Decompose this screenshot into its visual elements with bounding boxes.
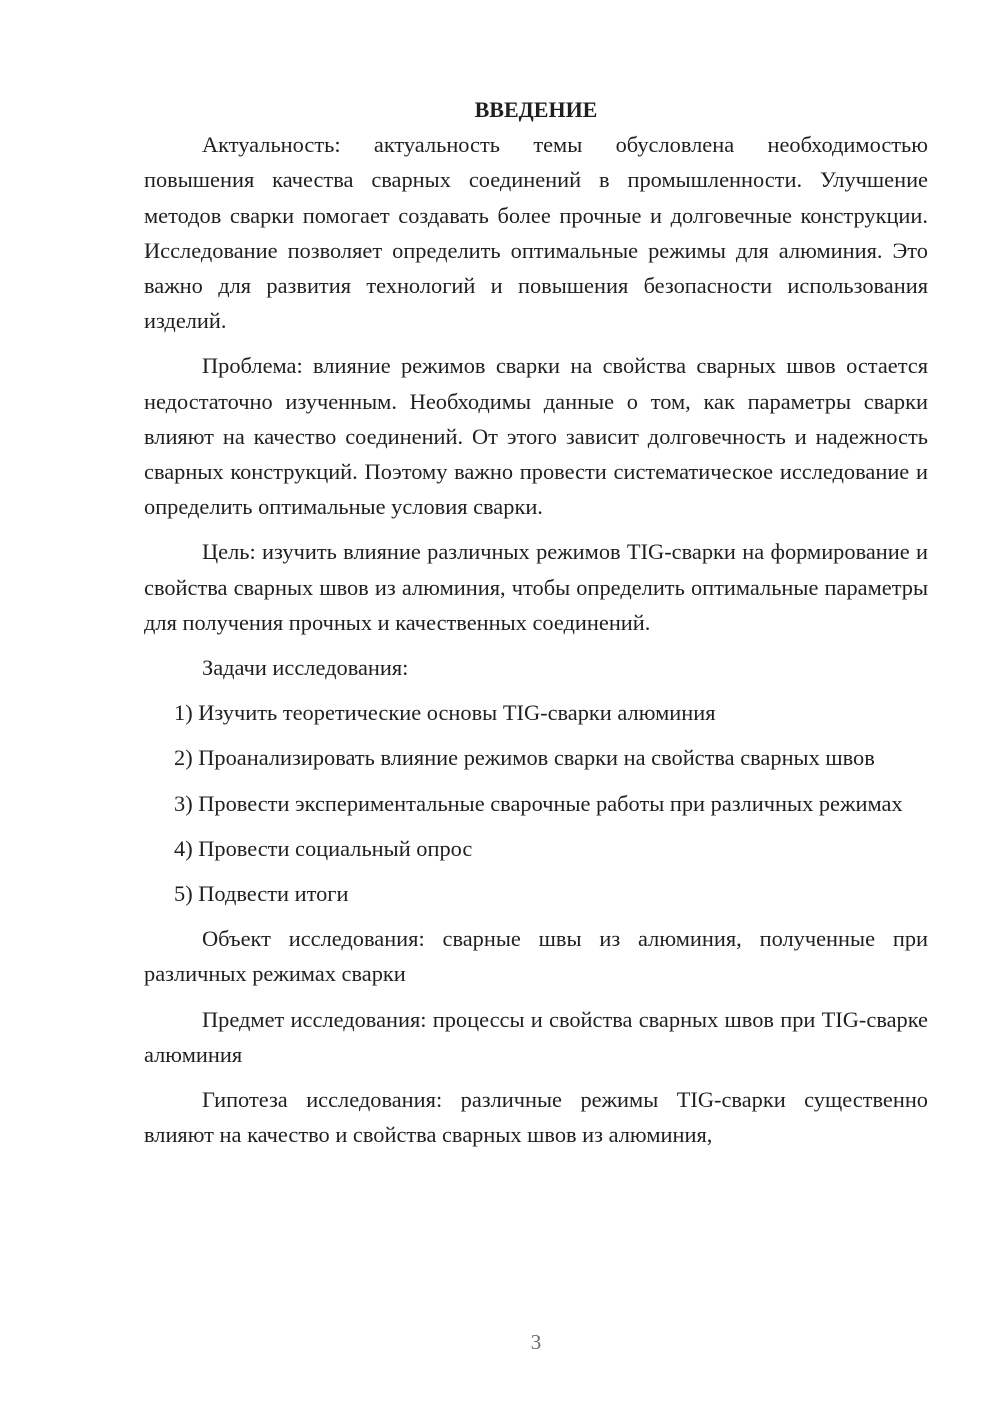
hypothesis-paragraph: Гипотеза исследования: различные режимы TIG-сварки существенно влияют на качество и свойства сварных швов из алюминия, xyxy=(144,1087,928,1148)
goal-paragraph: Цель: изучить влияние различных режимов TIG-сварки на формирование и свойства сварных швов из алюминия, чтобы определить оптимальные параметры для получения прочных и качественных соединений. xyxy=(144,539,928,635)
relevance-paragraph: Актуальность: актуальность темы обусловлена необходимостью повышения качества сварных соединений в промышленности. Улучшение методов сварки помогает создавать более прочные и долговечные конструкции. Исследование позволяет определить оптимальные режимы для алюминия. Это важно для развития технологий и повышения безопасности использования изделий. xyxy=(144,132,928,334)
task-item: 3) Провести экспериментальные сварочные работы при различных режимах xyxy=(174,790,903,816)
subject-paragraph: Предмет исследования: процессы и свойства сварных швов при TIG-сварке алюминия xyxy=(144,1006,928,1067)
task-item: 1) Изучить теоретические основы TIG-сварки алюминия xyxy=(174,700,716,726)
page-title: ВВЕДЕНИЕ xyxy=(474,97,598,122)
problem-paragraph: Проблема: влияние режимов сварки на свойства сварных швов остается недостаточно изученным. Необходимы данные о том, как параметры сварки влияют на качество соединений. От этого зависит долговечность и надежность сварных конструкций. Поэтому важно провести систематическое исследование и определить оптимальные условия сварки. xyxy=(144,353,928,520)
task-item: 4) Провести социальный опрос xyxy=(174,835,473,861)
object-paragraph: Объект исследования: сварные швы из алюминия, полученные при различных режимах сварки xyxy=(144,926,928,987)
page-number: 3 xyxy=(530,1330,542,1354)
tasks-title: Задачи исследования: xyxy=(202,655,409,681)
task-item: 5) Подвести итоги xyxy=(174,881,349,907)
task-item: 2) Проанализировать влияние режимов сварки на свойства сварных швов xyxy=(174,745,875,771)
page-content xyxy=(144,92,928,1152)
